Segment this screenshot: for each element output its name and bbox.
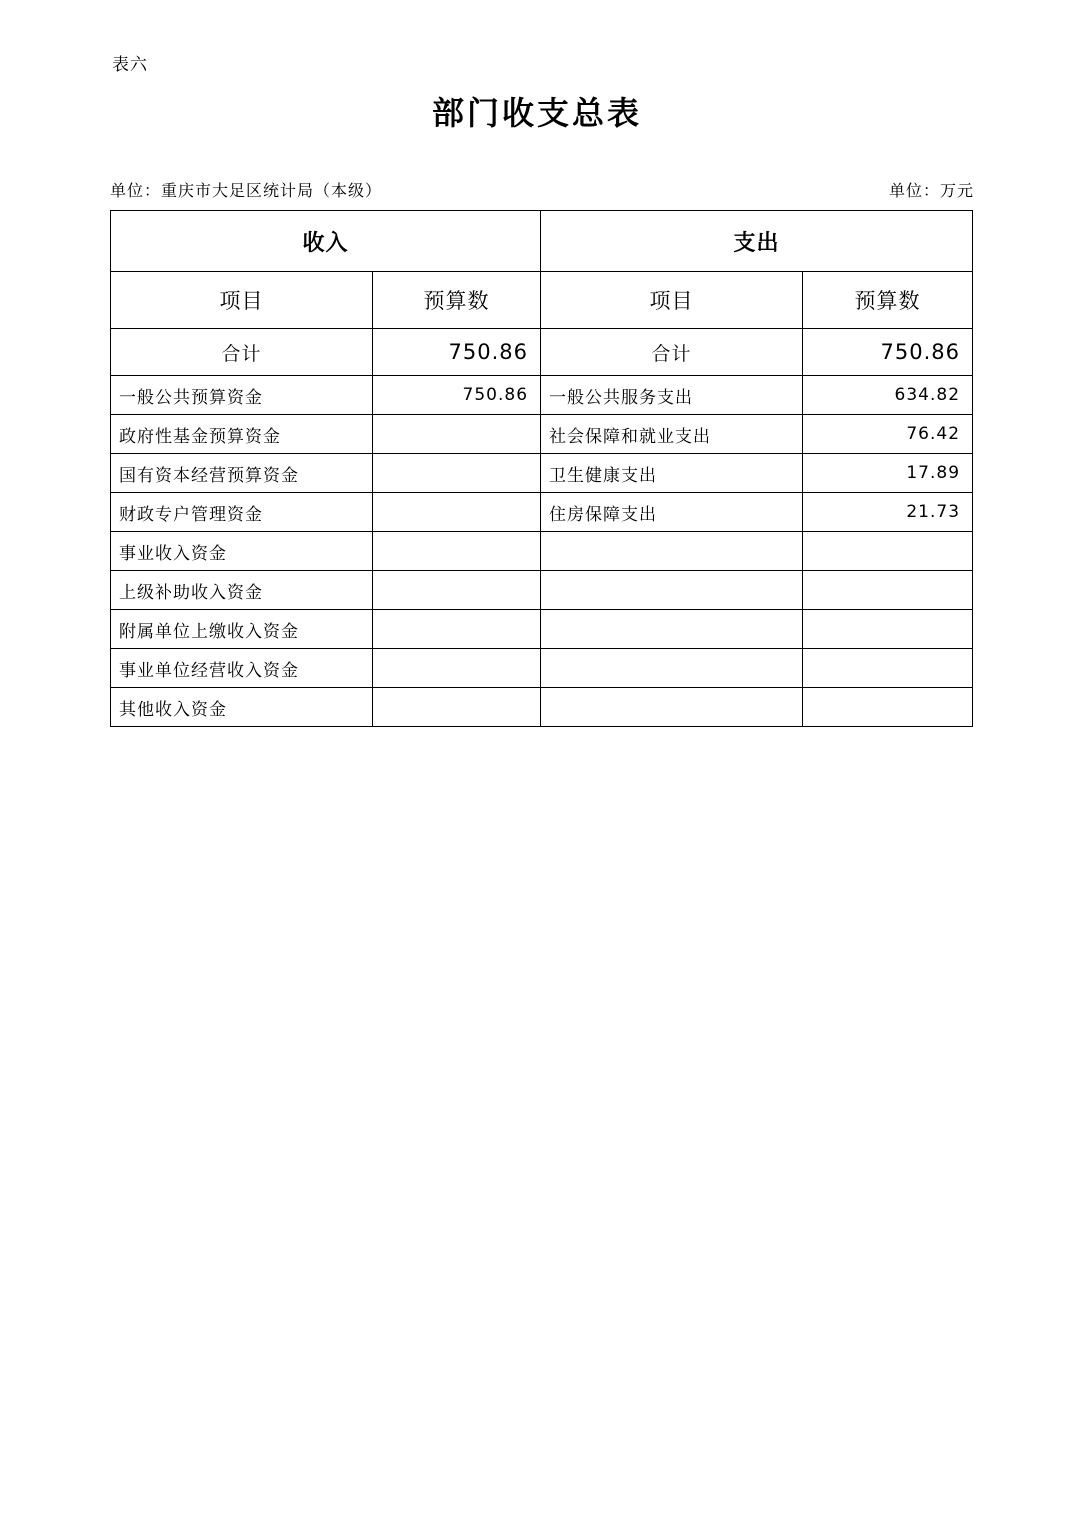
- income-item-value: [373, 532, 541, 571]
- expenditure-item-label: 一般公共服务支出: [541, 376, 803, 415]
- total-label-expenditure: 合计: [541, 329, 803, 376]
- unit-meta-row: [110, 178, 974, 201]
- table-row: [111, 454, 973, 493]
- expenditure-item-value: [803, 571, 973, 610]
- expenditure-item-value: 21.73: [803, 493, 973, 532]
- table-section-header-row: [111, 211, 973, 272]
- expenditure-item-label: [541, 649, 803, 688]
- column-header-expenditure-item: 项目: [541, 272, 803, 329]
- currency-unit-label: 单位：万元: [888, 181, 974, 200]
- total-value-income: 750.86: [373, 329, 541, 376]
- column-header-income-budget: 预算数: [373, 272, 541, 329]
- income-item-label: 其他收入资金: [111, 688, 373, 727]
- expenditure-item-value: 76.42: [803, 415, 973, 454]
- total-label-income: 合计: [111, 329, 373, 376]
- expenditure-item-label: 住房保障支出: [541, 493, 803, 532]
- section-header-expenditure: 支出: [541, 211, 973, 272]
- expenditure-item-value: 17.89: [803, 454, 973, 493]
- income-item-value: [373, 454, 541, 493]
- expenditure-item-label: [541, 610, 803, 649]
- income-item-label: 事业单位经营收入资金: [111, 649, 373, 688]
- expenditure-item-label: [541, 571, 803, 610]
- income-item-value: [373, 688, 541, 727]
- expenditure-item-value: [803, 649, 973, 688]
- column-header-expenditure-budget: 预算数: [803, 272, 973, 329]
- table-row: [111, 415, 973, 454]
- expenditure-item-value: [803, 610, 973, 649]
- expenditure-item-value: [803, 532, 973, 571]
- income-item-value: [373, 610, 541, 649]
- department-unit-label: 单位：重庆市大足区统计局（本级）: [110, 181, 383, 200]
- expenditure-item-label: 卫生健康支出: [541, 454, 803, 493]
- table-row: [111, 532, 973, 571]
- table-row: [111, 688, 973, 727]
- page-title: 部门收支总表: [431, 94, 642, 132]
- income-item-label: 国有资本经营预算资金: [111, 454, 373, 493]
- table-row: [111, 571, 973, 610]
- expenditure-item-label: 社会保障和就业支出: [541, 415, 803, 454]
- table-row: [111, 376, 973, 415]
- table-row: [111, 493, 973, 532]
- budget-summary-table: [110, 210, 973, 727]
- expenditure-item-value: [803, 688, 973, 727]
- section-header-income: 收入: [111, 211, 541, 272]
- column-header-income-item: 项目: [111, 272, 373, 329]
- income-item-value: [373, 415, 541, 454]
- income-item-value: [373, 571, 541, 610]
- income-item-label: 附属单位上缴收入资金: [111, 610, 373, 649]
- income-item-label: 财政专户管理资金: [111, 493, 373, 532]
- income-item-value: [373, 493, 541, 532]
- expenditure-item-value: 634.82: [803, 376, 973, 415]
- table-number-label: 表六: [112, 55, 148, 75]
- income-item-label: 政府性基金预算资金: [111, 415, 373, 454]
- table-row: [111, 649, 973, 688]
- income-item-value: 750.86: [373, 376, 541, 415]
- income-item-label: 一般公共预算资金: [111, 376, 373, 415]
- income-item-value: [373, 649, 541, 688]
- income-item-label: 上级补助收入资金: [111, 571, 373, 610]
- table-total-row: [111, 329, 973, 376]
- table-row: [111, 610, 973, 649]
- table-column-header-row: [111, 272, 973, 329]
- income-item-label: 事业收入资金: [111, 532, 373, 571]
- total-value-expenditure: 750.86: [803, 329, 973, 376]
- expenditure-item-label: [541, 688, 803, 727]
- expenditure-item-label: [541, 532, 803, 571]
